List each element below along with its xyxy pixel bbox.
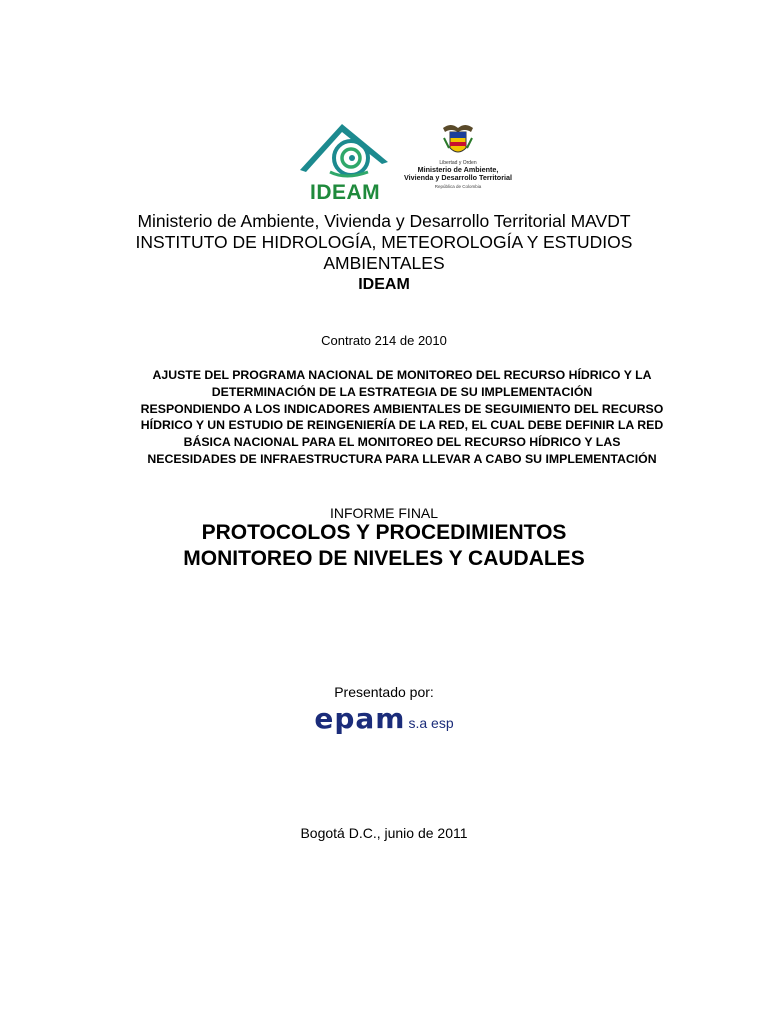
project-title-line: RESPONDIENDO A LOS INDICADORES AMBIENTALES DE SEGUIMIENTO DEL RECURSO: [140, 401, 664, 416]
institution-block: [0, 211, 768, 295]
place-date: Bogotá D.C., junio de 2011: [300, 825, 468, 841]
project-title-line: HÍDRICO Y UN ESTUDIO DE REINGENIERÍA DE LA RED, EL CUAL DEBE DEFINIR LA RED: [140, 418, 664, 433]
ideam-logo-text: IDEAM: [310, 181, 381, 204]
report-title-line1: PROTOCOLOS Y PROCEDIMIENTOS: [201, 521, 567, 544]
presented-by-label: Presentado por:: [334, 684, 434, 700]
report-title: [0, 520, 768, 572]
ideam-mountain-icon: [296, 118, 396, 184]
report-title-line2: MONITOREO DE NIVELES Y CAUDALES: [183, 547, 585, 570]
institution-acronym: IDEAM: [358, 276, 410, 293]
colombia-crest-icon: [441, 122, 475, 162]
header-logos: [0, 118, 768, 213]
ministry-motto: Libertad y Orden: [439, 160, 477, 166]
institution-line3: AMBIENTALES: [323, 253, 445, 273]
project-title-line: AJUSTE DEL PROGRAMA NACIONAL DE MONITOREO DEL RECURSO HÍDRICO Y LA: [152, 368, 652, 382]
epam-logo: [0, 702, 768, 735]
ministry-country: República de Colombia: [434, 184, 482, 189]
ministry-name-line2: Vivienda y Desarrollo Territorial: [404, 173, 512, 182]
project-title: [100, 367, 704, 468]
ministry-name-line1: Ministerio de Ambiente,: [417, 165, 499, 174]
epam-logo-suffix: s.a esp: [408, 715, 454, 731]
epam-logo-name: epam: [314, 702, 406, 735]
institution-line1: Ministerio de Ambiente, Vivienda y Desarrollo Territorial MAVDT: [137, 211, 631, 231]
project-title-line: DETERMINACIÓN DE LA ESTRATEGIA DE SU IMPLEMENTACIÓN: [211, 384, 593, 399]
project-title-line: NECESIDADES DE INFRAESTRUCTURA PARA LLEVAR A CABO SU IMPLEMENTACIÓN: [147, 451, 657, 466]
contract-number: Contrato 214 de 2010: [321, 333, 447, 348]
project-title-line: BÁSICA NACIONAL PARA EL MONITOREO DEL RECURSO HÍDRICO Y LAS: [183, 435, 621, 450]
ministry-logo: [402, 122, 514, 212]
ideam-logo: [296, 118, 396, 210]
report-type: INFORME FINAL: [329, 505, 439, 521]
institution-line2: INSTITUTO DE HIDROLOGÍA, METEOROLOGÍA Y ESTUDIOS: [135, 232, 633, 252]
